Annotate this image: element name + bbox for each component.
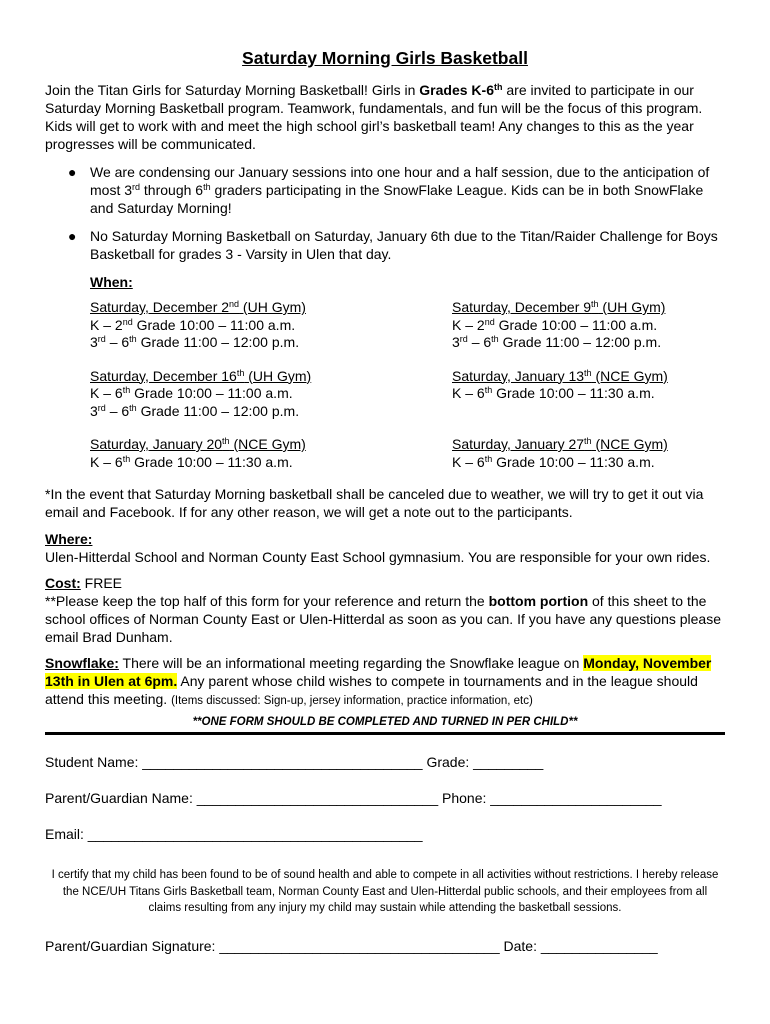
snowflake-section <box>45 654 725 710</box>
session-date <box>90 299 452 317</box>
grade-text: 3 <box>90 334 98 350</box>
grade-text: – 6 <box>105 334 130 350</box>
time-text: Grade 10:00 – 11:30 a.m. <box>130 453 293 470</box>
cost-label: Cost: <box>45 575 81 591</box>
cost-note-text: of this sheet to the school offices of Norman County East or Ulen-Hitterdal as soon as you can. If you have any questions please email Brad Dunham. <box>45 593 721 645</box>
session-date <box>452 299 752 317</box>
grade-sup: rd <box>97 334 106 344</box>
schedule-entry <box>452 299 752 352</box>
time-text: Grade 10:00 – 11:00 a.m. <box>132 316 296 333</box>
intro-text: Join the Titan Girls for Saturday Morning Basketball! Girls in <box>45 82 420 98</box>
weather-note: *In the event that Saturday Morning basketball shall be canceled due to weather, we will try to get it out via email and Facebook. If for any other reason, we will get a note out to the participants. <box>45 486 704 520</box>
bullet-text: through 6 <box>140 182 204 198</box>
bullet-list <box>45 163 725 263</box>
where-text: Ulen-Hitterdal School and Norman County East School gymnasium. You are responsible for your own rides. <box>45 549 711 565</box>
date-text: Saturday, January 20 <box>90 436 223 452</box>
grade-sup: nd <box>122 316 133 327</box>
meeting-highlight: Monday, November 13th in Ulen at 6pm. <box>45 655 712 689</box>
bullet-icon: ● <box>68 164 77 180</box>
where-label: Where: <box>45 531 93 547</box>
signature-field[interactable]: Parent/Guardian Signature: ____________________________________ Date: _______________ <box>45 937 658 954</box>
intro-paragraph <box>45 81 725 153</box>
grade-text: K – 6 <box>452 453 485 470</box>
bullet-item <box>68 227 725 263</box>
grade-text: K – 2 <box>452 316 485 333</box>
bullet-text: We are condensing our January sessions into one hour and a half session, due to the anticipation of most 3 <box>90 164 710 198</box>
session-time <box>90 403 452 421</box>
date-sup: th <box>236 367 245 378</box>
session-date <box>452 436 752 454</box>
cost-note-text: **Please keep the top half of this form for your reference and return the <box>45 593 489 609</box>
certification-text: I certify that my child has been found to be of sound health and able to compete in all activities without restrictions. I hereby release the NCE/UH Titans Girls Basketball team, Norman County East and Ulen-Hitterdal public schools, and their employees from all claims resulting from any injury my child may sustain while attending the basketball sessions. <box>51 869 719 914</box>
date-text: Saturday, December 9 <box>452 299 592 315</box>
grade-sup: th <box>484 453 493 464</box>
session-date <box>90 368 452 386</box>
schedule-grid <box>90 299 725 471</box>
schedule-entry <box>90 436 452 471</box>
grade-sup: th <box>491 334 499 344</box>
grade-text: 3 <box>452 334 460 350</box>
location-text: (NCE Gym) <box>591 367 668 384</box>
location-text: (UH Gym) <box>244 367 312 384</box>
snowflake-text: There will be an informational meeting regarding the Snowflake league on <box>118 655 584 671</box>
grade-text: – 6 <box>105 402 130 419</box>
bullet-text: graders participating in the SnowFlake League. Kids can be in both SnowFlake and Saturday Morning! <box>90 182 704 216</box>
location-text: (UH Gym) <box>598 299 666 315</box>
session-time <box>452 317 752 335</box>
session-time <box>452 385 752 403</box>
time-text: Grade 10:00 – 11:30 a.m. <box>492 385 655 401</box>
session-time <box>452 454 752 472</box>
date-sup: th <box>222 436 230 446</box>
snowflake-label: Snowflake: <box>45 655 119 671</box>
time-text: Grade 11:00 – 12:00 p.m. <box>136 334 300 350</box>
grade-text: K – 6 <box>90 385 123 401</box>
schedule-entry <box>452 436 752 471</box>
grade-sup: rd <box>459 334 468 344</box>
grade-text: – 6 <box>467 334 492 350</box>
time-text: Grade 11:00 – 12:00 p.m. <box>136 402 300 419</box>
date-text: Saturday, December 2 <box>90 299 230 315</box>
grades-sup: th <box>493 82 503 92</box>
date-sup: nd <box>229 299 240 309</box>
session-date <box>452 368 752 386</box>
bullet-icon: ● <box>68 228 77 244</box>
date-sup: th <box>584 367 592 378</box>
page-title: Saturday Morning Girls Basketball <box>242 48 528 68</box>
date-text: Saturday, December 16 <box>90 367 237 384</box>
session-time <box>90 317 452 335</box>
flyer-page <box>45 48 725 955</box>
schedule-entry <box>90 299 452 352</box>
grade-text: K – 6 <box>452 385 485 401</box>
location-text: (UH Gym) <box>239 299 306 315</box>
time-text: Grade 10:00 – 11:00 a.m. <box>130 385 293 401</box>
snowflake-text: Any parent whose child wishes to compete in tournaments and in the league should attend this meeting. <box>45 673 698 707</box>
bullet-text: No Saturday Morning Basketball on Saturday, January 6th due to the Titan/Raider Challenge for Boys Basketball for grades 3 - Varsity in Ulen that day. <box>90 228 718 262</box>
grade-sup: th <box>129 402 137 413</box>
grade-text: 3 <box>90 402 98 419</box>
bullet-sup: th <box>203 182 211 192</box>
parent-name-field[interactable]: Parent/Guardian Name: _______________________________ Phone: ______________________ <box>45 790 662 806</box>
session-time <box>90 454 452 472</box>
time-text: Grade 11:00 – 12:00 p.m. <box>498 334 662 350</box>
location-text: (NCE Gym) <box>591 436 668 452</box>
cost-note <box>45 592 725 646</box>
time-text: Grade 10:00 – 11:00 a.m. <box>494 316 658 333</box>
grade-text: K – 2 <box>90 316 123 333</box>
email-field[interactable]: Email: ___________________________________________ <box>45 826 423 842</box>
bullet-item <box>68 163 725 217</box>
bullet-sup: rd <box>132 182 141 192</box>
time-text: Grade 10:00 – 11:30 a.m. <box>492 453 655 470</box>
snowflake-small-text: (Items discussed: Sign-up, jersey information, practice information, etc) <box>171 695 533 707</box>
session-time <box>90 385 452 403</box>
grade-sup: th <box>129 334 137 344</box>
grade-sup: th <box>122 453 131 464</box>
form-banner: **ONE FORM SHOULD BE COMPLETED AND TURNED IN PER CHILD** <box>45 716 725 735</box>
date-text: Saturday, January 13 <box>452 367 585 384</box>
session-time <box>452 334 752 352</box>
schedule-entry <box>452 368 752 421</box>
cost-note-bold: bottom portion <box>488 593 589 609</box>
grade-text: K – 6 <box>90 453 123 470</box>
grade-sup: th <box>484 385 493 395</box>
grades-text: Grades K-6 <box>419 82 494 98</box>
grade-sup: nd <box>484 316 495 327</box>
date-text: Saturday, January 27 <box>452 436 585 452</box>
cost-section <box>45 574 725 646</box>
grade-sup: rd <box>97 402 106 413</box>
session-time <box>90 334 452 352</box>
session-date <box>90 436 452 454</box>
student-name-field[interactable]: Student Name: ____________________________________ Grade: _________ <box>45 754 544 770</box>
location-text: (NCE Gym) <box>229 436 306 452</box>
schedule-entry <box>90 368 452 421</box>
where-section <box>45 530 725 566</box>
when-label: When: <box>90 274 133 290</box>
cost-value: FREE <box>80 575 123 591</box>
intro-text-cont: are invited to participate in our Saturday Morning Basketball program. Teamwork, fundamentals, and fun will be the focus of this program. Kids will get to work with and meet the high school girl’s basketball team! Any changes to this as the year progresses will be communicated. <box>45 82 703 152</box>
date-sup: th <box>591 299 599 309</box>
grade-sup: th <box>122 385 131 395</box>
date-sup: th <box>584 436 592 446</box>
